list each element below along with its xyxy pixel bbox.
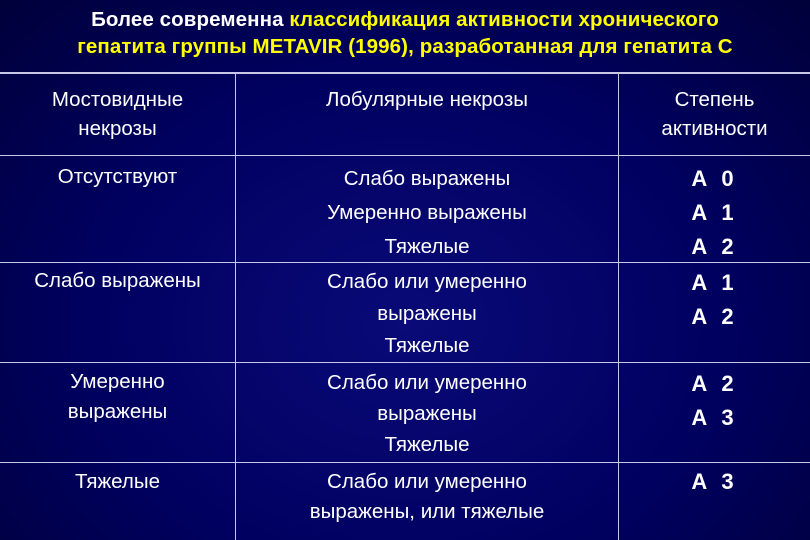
row-4-bridging	[0, 467, 235, 497]
row-1-grade-line-3: А 2	[691, 234, 738, 259]
row-1-lobular	[236, 162, 618, 264]
row-2-grade	[619, 266, 810, 334]
row-3-lobular-line-1: Слабо или умеренно	[327, 371, 527, 394]
row-2-lobular-line-2: выражены	[377, 302, 477, 325]
row-4-grade-line-1: А 3	[691, 469, 738, 494]
row-3-bridging	[0, 367, 235, 427]
row-divider-2	[0, 362, 810, 363]
header-activity-grade	[619, 85, 810, 143]
row-4-lobular	[236, 467, 618, 527]
row-2-lobular-line-3: Тяжелые	[384, 334, 470, 357]
row-2-lobular-line-1: Слабо или умеренно	[327, 270, 527, 293]
row-2-lobular	[236, 266, 618, 362]
row-2-bridging	[0, 266, 235, 296]
row-2-grade-line-1: А 1	[691, 270, 738, 295]
row-1-lobular-line-3: Тяжелые	[384, 235, 470, 258]
title-prefix: Более современна	[91, 8, 290, 31]
row-3-bridging-line-1: Умеренно	[70, 370, 165, 393]
row-1-lobular-line-1: Слабо выражены	[343, 167, 511, 190]
row-3-grade-line-2: А 3	[691, 405, 738, 430]
title-line-1	[0, 6, 810, 33]
row-2-grade-line-2: А 2	[691, 304, 738, 329]
row-1-grade-line-1: А 0	[691, 166, 738, 191]
row-4-grade	[619, 465, 810, 499]
row-1-lobular-line-2: Умеренно выражены	[327, 201, 527, 224]
title-highlight-1: классификация активности хронического	[289, 8, 719, 31]
row-2-bridging-line-1: Слабо выражены	[34, 269, 201, 292]
header-grade-line-1: Степень	[674, 88, 755, 111]
slide-title	[0, 6, 810, 60]
row-1-bridging	[0, 162, 235, 192]
header-bridging-line-1: Мостовидные	[51, 88, 184, 111]
row-4-bridging-line-1: Тяжелые	[74, 470, 160, 493]
header-bridging-line-2: некрозы	[78, 117, 157, 140]
row-4-lobular-line-1: Слабо или умеренно	[327, 470, 527, 493]
row-1-grade	[619, 162, 810, 264]
header-lobular-necrosis	[236, 85, 618, 114]
row-4-lobular-line-2: выражены, или тяжелые	[309, 500, 545, 523]
row-3-grade-line-1: А 2	[691, 371, 738, 396]
row-1-bridging-line-1: Отсутствуют	[57, 165, 178, 188]
header-bridging-necrosis	[0, 85, 235, 143]
row-divider-3	[0, 462, 810, 463]
row-3-lobular-line-3: Тяжелые	[384, 433, 470, 456]
header-lobular-line-1: Лобулярные некрозы	[326, 88, 528, 111]
table-top-border	[0, 72, 810, 74]
row-3-grade	[619, 367, 810, 435]
title-line-2: гепатита группы METAVIR (1996), разработанная для гепатита С	[77, 35, 733, 58]
row-3-bridging-line-2: выражены	[67, 400, 168, 423]
row-3-lobular-line-2: выражены	[377, 402, 477, 425]
row-1-grade-line-2: А 1	[691, 200, 738, 225]
header-divider	[0, 155, 810, 156]
row-3-lobular	[236, 367, 618, 460]
header-grade-line-2: активности	[661, 117, 768, 140]
